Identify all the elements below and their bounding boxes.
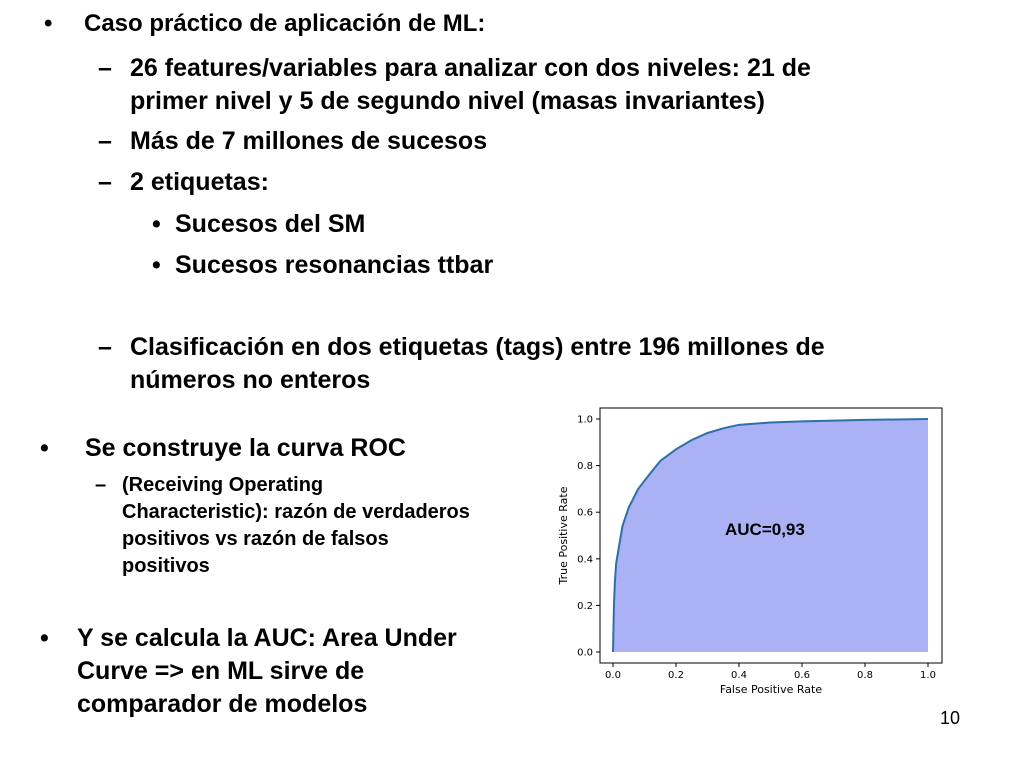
y-tick-label: 1.0: [577, 414, 593, 426]
dash-marker: –: [98, 168, 112, 196]
bullet1-sub2: Más de 7 millones de sucesos: [130, 127, 488, 155]
x-tick-label: 0.2: [668, 670, 684, 681]
bullet-dot: •: [40, 434, 49, 462]
bullet3-line1: Y se calcula la AUC: Area Under: [77, 624, 457, 652]
bullet2-sub-line2: Characteristic): razón de verdaderos: [122, 501, 470, 523]
bullet1-sub1-line1: 26 features/variables para analizar con dos niveles: 21 de: [130, 54, 811, 82]
y-tick-label: 0.4: [577, 554, 593, 566]
dash-marker: –: [98, 54, 112, 82]
x-tick-label: 0.0: [605, 670, 621, 681]
y-tick-label: 0.0: [577, 647, 593, 659]
bullet2-sub-line4: positivos: [122, 555, 210, 577]
auc-annotation: AUC=0,93: [725, 520, 805, 539]
bullet2-sub-line1: (Receiving Operating: [122, 474, 324, 496]
bullet1-sub4-line1: Clasificación en dos etiquetas (tags) entre 196 millones de: [130, 333, 825, 361]
bullet-dot: •: [152, 210, 161, 238]
bullet1-subsub2: Sucesos resonancias ttbar: [175, 251, 494, 279]
y-tick-label: 0.2: [577, 600, 593, 612]
y-tick-label: 0.8: [577, 461, 593, 473]
bullet-dot: •: [152, 251, 161, 279]
bullet1-sub4-line2: números no enteros: [130, 366, 371, 394]
bullet-dot: •: [40, 624, 49, 652]
bullet1-title: Caso práctico de aplicación de ML:: [84, 10, 486, 37]
dash-marker: –: [98, 127, 112, 155]
x-tick-label: 0.6: [794, 670, 810, 681]
bullet1-sub1-line2: primer nivel y 5 de segundo nivel (masas invariantes): [130, 87, 765, 115]
bullet3-line3: comparador de modelos: [77, 690, 368, 718]
dash-marker: –: [98, 333, 112, 361]
roc-chart: [550, 398, 960, 703]
bullet3-line2: Curve => en ML sirve de: [77, 657, 365, 685]
bullet2-title: Se construye la curva ROC: [85, 434, 406, 462]
y-tick-label: 0.6: [577, 507, 593, 519]
bullet2-sub-line3: positivos vs razón de falsos: [122, 528, 389, 550]
bullet1-sub3: 2 etiquetas:: [130, 168, 269, 196]
dash-marker: –: [95, 474, 107, 496]
x-axis-label: False Positive Rate: [719, 683, 823, 696]
x-tick-label: 0.8: [857, 670, 873, 681]
bullet-dot: •: [44, 10, 53, 37]
page-number: 10: [940, 708, 961, 728]
x-tick-label: 1.0: [920, 670, 936, 681]
x-tick-label: 0.4: [731, 670, 747, 681]
y-axis-label: True Positive Rate: [557, 486, 570, 585]
bullet1-subsub1: Sucesos del SM: [175, 210, 366, 238]
